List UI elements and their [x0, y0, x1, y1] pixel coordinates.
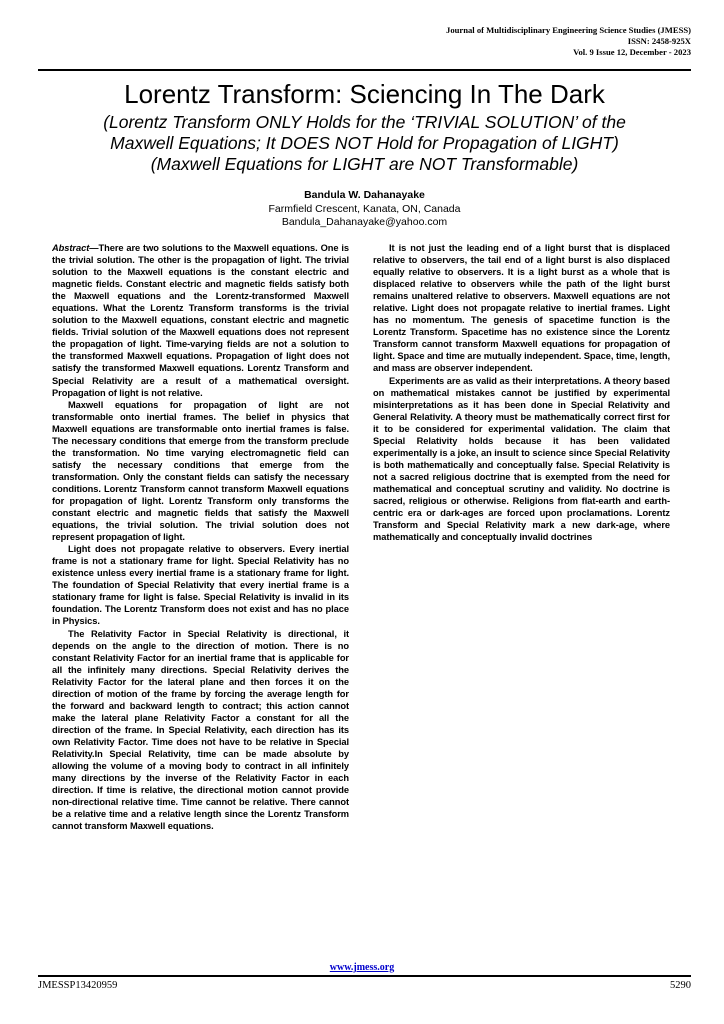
paper-subtitle — [38, 112, 691, 175]
body-paragraph-3: Light does not propagate relative to observers. Every inertial frame is not a stationary frame for light. Special Relativity has no existence unless every inertial frame is a stationary frame for light. The foundation of Special Relativity that every inertial frame is a stationary frame for light is false. Special Relativity is invalid in its foundation. The Lorentz Transform does not exist and has no place in Physics. — [52, 544, 349, 627]
footer-page-number: 5290 — [670, 980, 691, 991]
journal-issn: ISSN: 2458-925X — [627, 36, 691, 46]
subtitle-line-2: Maxwell Equations; It DOES NOT Hold for Propagation of LIGHT) — [110, 133, 619, 153]
abstract-label: Abstract — [52, 243, 90, 253]
abstract-text: —There are two solutions to the Maxwell equations. One is the trivial solution. The other is the propagation of light. The trivial solution to the Maxwell equations is the constant electric and magnetic fields. Constant electric and magnetic fields satisfy both the Maxwell equations and the Lorentz-transformed Maxwell equations. What the Lorentz Transform transforms is the trivial solution to the Maxwell equations, constant electric and magnetic fields. Trivial solution of the Maxwell equations does not represent the propagation of light. Time-varying fields are not a solution to the transformed Maxwell equations. Propagation of light does not satisfy the transformed Maxwell equations. Lorentz Transform and Special Relativity are a result of a mathematical oversight. Propagation of light is not relative. — [52, 243, 349, 398]
right-column — [373, 242, 670, 950]
body-paragraph-4 — [52, 628, 349, 833]
body-paragraph-5: It is not just the leading end of a light burst that is displaced relative to observers, the tail end of a light burst is also displaced equally relative to observers. It is a light burst as a whole that is displaced relative to observers while the path of the light burst remains unaltered relative to observers. Maxwell equations are not relative. Light does not propagate relative to inertial frames. Light has no momentum. The genesis of spacetime function is the Lorentz Transform. Spacetime has no existence since the Lorentz Transform cannot transform Maxwell equations for propagation of light. Space and time are mutually independent. Space, time, length, and mass are observer independent. — [373, 243, 670, 374]
paper-title: Lorentz Transform: Sciencing In The Dark — [124, 79, 605, 109]
footer-journal-link[interactable]: www.jmess.org — [329, 962, 395, 973]
subtitle-line-3: (Maxwell Equations for LIGHT are NOT Transformable) — [150, 154, 579, 174]
author-name: Bandula W. Dahanayake — [304, 189, 425, 201]
header-rule — [38, 69, 691, 71]
journal-header — [446, 25, 691, 58]
body-paragraph-6: Experiments are as valid as their interpretations. A theory based on mathematical mistakes cannot be justified by experimental misinterpretations as it has been done in Special Relativity and General Relativity. A theory must be mathematically correct first for it to be considered for experimental validation. The claim that Special Relativity holds because it has been validated experimentally is a joke, an insult to science since Special Relativity is both mathematically and conceptually false. Special Relativity is not a sacred religious doctrine that is exempted from the need for mathematical and conceptual scrutiny and validity. No doctrine is sacred, religious or otherwise. Religions from flat-earth and earth-centric era or dark-ages are forced upon proclamations. Lorentz Transform and Special Relativity mark a new dark-age, where mathematically and conceptually invalid doctrines — [373, 375, 670, 543]
author-address: Farmfield Crescent, Kanata, ON, Canada — [268, 202, 461, 215]
body-columns — [52, 242, 670, 950]
body-paragraph-2: Maxwell equations for propagation of light are not transformable onto inertial frames. The belief in physics that Maxwell equations are transformable onto inertial frames is false. The necessary conditions that emerge from the transform preclude the transformation. No time varying electromagnetic field can satisfy the necessary conditions that emerge from the transformation. Only the constant fields can satisfy the necessary conditions. Lorentz Transform cannot transform Maxwell equations for propagation of light. Lorentz Transform only transforms the constant electric and magnetic fields that satisfy the Maxwell equations, the trivial solution. The trivial solution does not represent propagation of light. — [52, 399, 349, 543]
author-email: Bandula_Dahanayake@yahoo.com — [281, 216, 448, 228]
footer-rule — [38, 975, 691, 977]
author-block — [38, 189, 691, 230]
journal-volume-issue: Vol. 9 Issue 12, December - 2023 — [573, 47, 691, 57]
footer-paper-id: JMESSP13420959 — [38, 980, 118, 991]
left-column — [52, 242, 349, 950]
abstract-paragraph — [52, 242, 349, 399]
subtitle-line-1: (Lorentz Transform ONLY Holds for the ‘TRIVIAL SOLUTION’ of the — [103, 112, 626, 132]
body-paragraph-4-text: The Relativity Factor in Special Relativity is directional, it depends on the angle to the direction of motion. There is no constant Relativity Factor for an inertial frame that is applicable for all the infinitely many directions. Special Relativity derives the Relativity Factor for the lateral plane and then forces it on the direction of motion of the frame by forcing the average length for the forward and backward length to contract; this action cannot make the lateral plane Relativity Factor a constant for all the direction of the frame. In Special Relativity, each direction has its own Relativity Factor. Time does not have to be relative in Special Relativity.In Special Relativity, time can be made absolute by allowing the volume of a moving body to contract in all infinitely many directions by the inverse of the Relativity Factor in each direction. If time is relative, the directional motion cannot provide non-directional relative time. Time cannot be relative. There cannot be a relative time and a relative length since the Lorentz Transform cannot transform Maxwell equations. — [52, 628, 349, 832]
journal-name: Journal of Multidisciplinary Engineering Science Studies (JMESS) — [446, 25, 691, 35]
